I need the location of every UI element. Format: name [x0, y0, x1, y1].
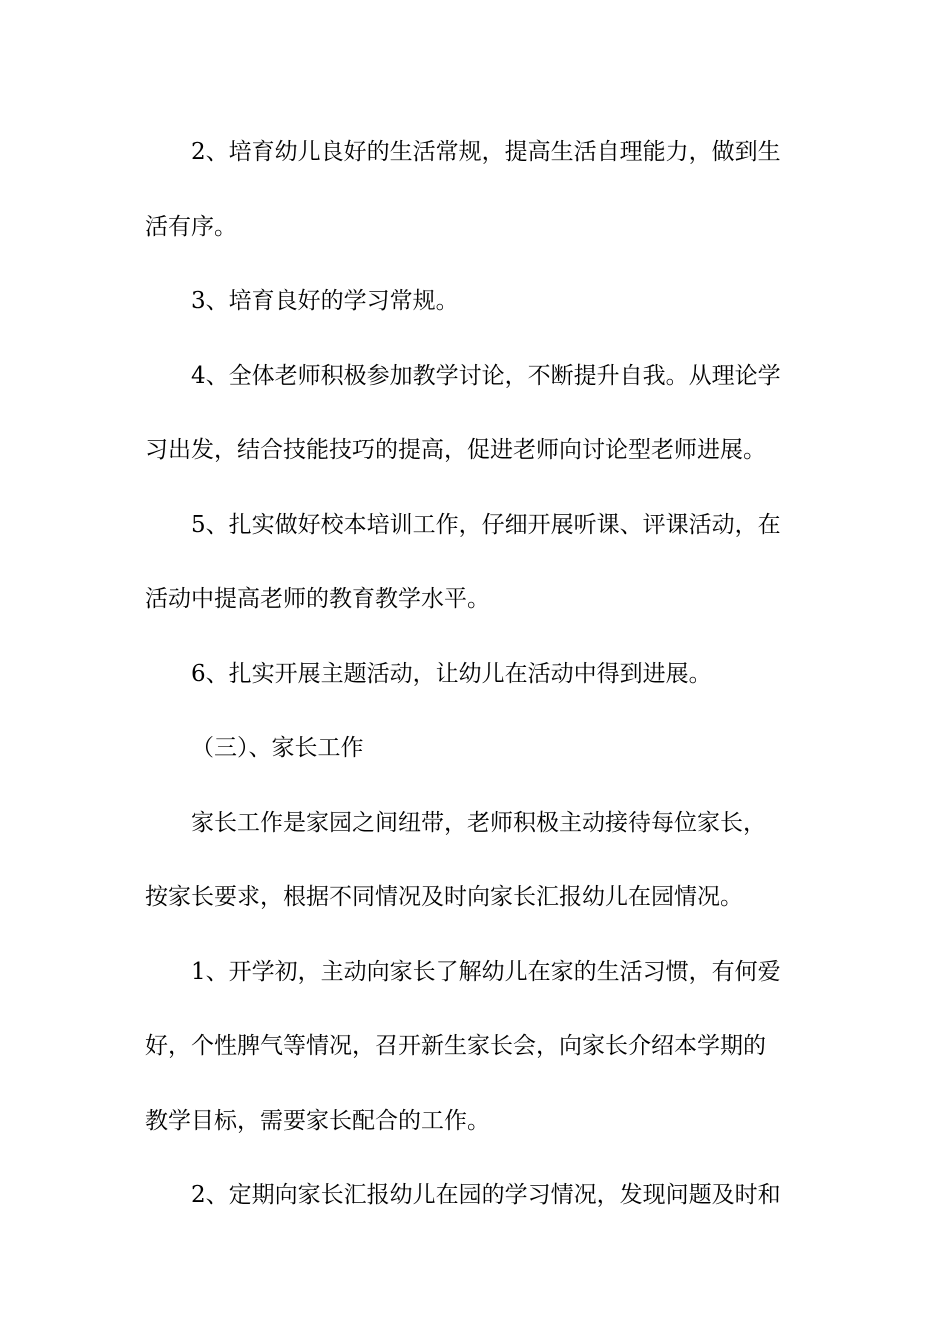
paragraph-line: 4、全体老师积极参加教学讨论，不断提升自我。从理论学: [191, 362, 781, 389]
section-heading: （三）、家长工作: [191, 735, 364, 761]
document-body: [145, 124, 810, 1242]
paragraph-line: 5、扎实做好校本培训工作，仔细开展听课、评课活动，在: [191, 511, 781, 538]
paragraph-line: 习出发，结合技能技巧的提高，促进老师向讨论型老师进展。: [145, 437, 766, 463]
paragraph-line: 2、定期向家长汇报幼儿在园的学习情况，发现问题及时和: [191, 1182, 781, 1208]
paragraph-line: 6、扎实开展主题活动，让幼儿在活动中得到进展。: [191, 660, 712, 687]
paragraph-line: 活动中提高老师的教育教学水平。: [145, 586, 490, 612]
paragraph-line: 好，个性脾气等情况，召开新生家长会，向家长介绍本学期的: [145, 1033, 766, 1059]
paragraph-line: 活有序。: [145, 213, 237, 240]
paragraph-line: 按家长要求，根据不同情况及时向家长汇报幼儿在园情况。: [145, 884, 743, 910]
paragraph-line: 教学目标，需要家长配合的工作。: [145, 1107, 490, 1134]
paragraph-line: 2、培育幼儿良好的生活常规，提高生活自理能力，做到生: [191, 139, 781, 165]
paragraph-line: 1、开学初，主动向家长了解幼儿在家的生活习惯，有何爱: [191, 958, 781, 985]
paragraph-line: 家长工作是家园之间纽带，老师积极主动接待每位家长，: [191, 809, 766, 836]
paragraph-line: 3、培育良好的学习常规。: [191, 288, 459, 314]
